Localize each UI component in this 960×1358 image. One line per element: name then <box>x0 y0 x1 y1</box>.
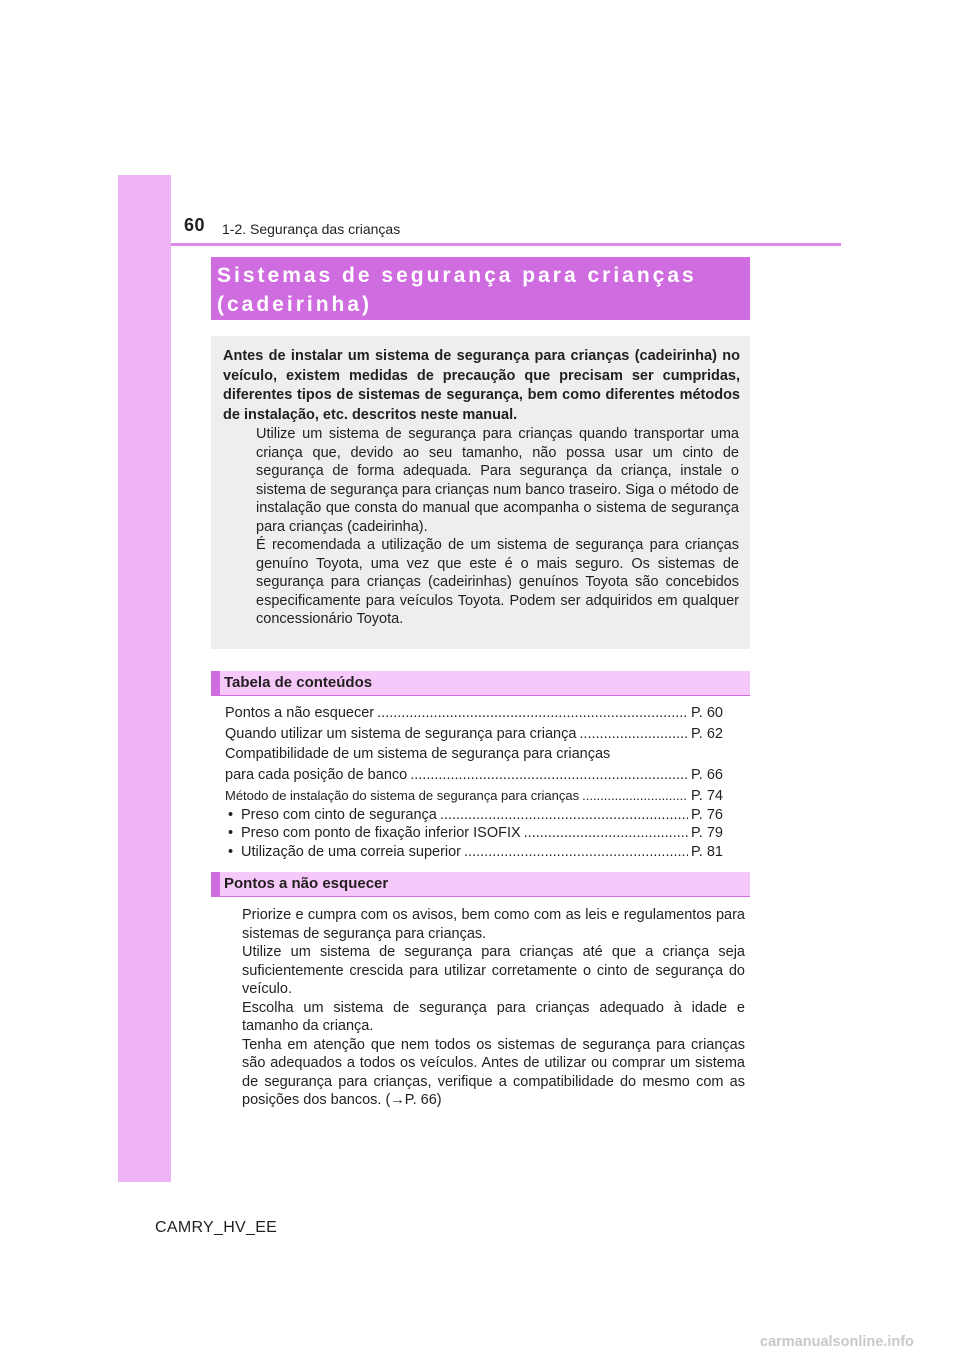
toc-entry-page: P. 60 <box>691 705 723 721</box>
toc-leader <box>410 765 688 786</box>
intro-paragraph: É recomendada a utilização de um sistema de segurança para crianças genuíno Toyota, uma vez que este é o mais seguro. Os sistemas de segurança para crianças (cadeirinhas) genuínos Toyota são concebidos especificamente para veículos Toyota. Podem ser adquiridos em qualquer concessionário Toyota. <box>256 537 739 628</box>
toc-heading-bar <box>211 671 750 696</box>
toc-leader <box>582 787 688 806</box>
toc-entry-text: Utilização de uma correia superior <box>241 843 462 860</box>
points-body <box>242 906 745 1110</box>
toc-sub-entry[interactable] <box>225 843 723 862</box>
toc-entry-text: Preso com ponto de fixação inferior ISOFIX <box>241 825 521 841</box>
points-paragraph: Tenha em atenção que nem todos os sistemas de segurança para crianças são adequados a todos os veículos. Antes de utilizar ou comprar um sistema de segurança para crianças, verifique a compatibilidade do mesmo com as posições dos bancos. (→P. 66) <box>242 1036 745 1108</box>
points-heading-bar <box>211 872 750 897</box>
toc-sub-entry[interactable] <box>225 806 723 825</box>
title-line-2: (cadeirinha) <box>217 293 373 316</box>
header-rule <box>171 243 841 246</box>
toc-entry-text: Quando utilizar um sistema de segurança para criança <box>225 725 577 742</box>
toc-leader <box>464 843 688 862</box>
toc-entry-page: P. 74 <box>691 788 723 804</box>
toc-entry-text: para cada posição de banco <box>225 766 408 783</box>
page-number: 60 <box>184 215 206 235</box>
toc-entry-page: P. 62 <box>691 725 723 742</box>
section-reference: 1-2. Segurança das crianças <box>222 221 401 237</box>
toc-entry-page: P. 66 <box>691 766 723 783</box>
toc-entry-page: P. 81 <box>691 843 723 860</box>
points-heading: Pontos a não esquecer <box>224 875 389 892</box>
section-title-banner <box>211 257 750 320</box>
bullet-icon: • <box>228 843 234 860</box>
model-code: CAMRY_HV_EE <box>155 1219 278 1236</box>
toc-entry-text: Método de instalação do sistema de segurança para crianças <box>225 788 580 803</box>
toc-entry-page: P. 79 <box>691 825 723 841</box>
side-tab-band <box>118 175 171 1182</box>
toc-leader <box>579 724 688 745</box>
toc-entry-text: Pontos a não esquecer <box>225 705 375 721</box>
points-paragraph: Utilize um sistema de segurança para crianças até que a criança seja suficientemente crescida para utilizar corretamente o cinto de segurança do veículo. <box>242 944 745 997</box>
bullet-icon: • <box>228 806 234 823</box>
points-paragraph: Escolha um sistema de segurança para crianças adequado à idade e tamanho da criança. <box>242 999 745 1034</box>
points-paragraph: Priorize e cumpra com os avisos, bem como com as leis e regulamentos para sistemas de segurança para crianças. <box>242 907 745 942</box>
bullet-icon: • <box>228 825 234 841</box>
toc-leader <box>440 806 688 825</box>
toc-entry-text-line1[interactable]: Compatibilidade de um sistema de segurança para crianças <box>225 746 611 762</box>
toc-entry[interactable] <box>225 765 723 786</box>
toc-entry[interactable] <box>225 787 723 806</box>
title-line-1: Sistemas de segurança para crianças <box>217 264 697 287</box>
toc-entry-text: Preso com cinto de segurança <box>241 806 437 823</box>
toc-sub-entry[interactable] <box>225 824 723 843</box>
intro-paragraph: Utilize um sistema de segurança para crianças quando transportar uma criança que, devido ao seu tamanho, não possa usar um cinto de segurança de forma adequada. Para segurança da criança, instale o sistema de segurança para crianças num banco traseiro. Siga o método de instalação que consta do manual que acompanha o sistema de segurança para crianças (cadeirinha). <box>256 426 739 535</box>
table-of-contents <box>225 703 723 861</box>
toc-entry[interactable] <box>225 724 723 745</box>
toc-leader <box>377 703 688 724</box>
toc-entry[interactable] <box>225 703 723 724</box>
toc-leader <box>524 824 688 843</box>
watermark-text: carmanualsonline.info <box>760 1334 914 1350</box>
toc-heading: Tabela de conteúdos <box>224 674 373 691</box>
intro-lead: Antes de instalar um sistema de segurança para crianças (cadeirinha) no veículo, existem medidas de precaução que precisam ser cumpridas, diferentes tipos de sistemas de segurança, bem como diferentes métodos de instalação, etc. descritos neste manual. <box>223 348 740 423</box>
toc-entry-page: P. 76 <box>691 806 723 823</box>
intro-box <box>211 336 750 649</box>
